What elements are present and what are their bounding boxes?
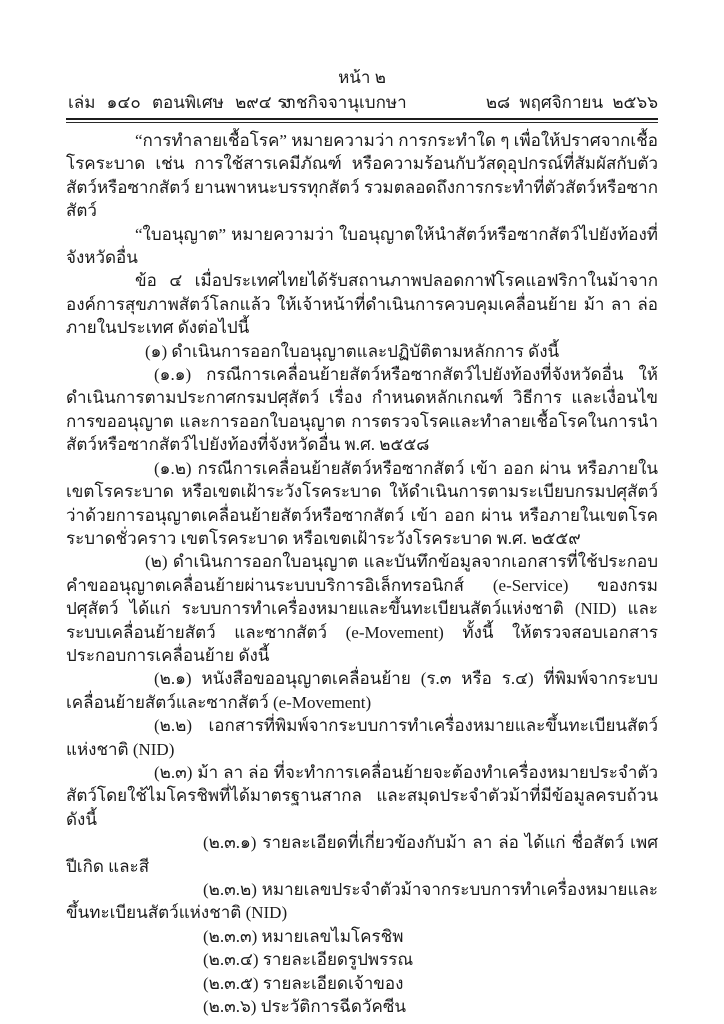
paragraph: (๒.๓.๑) รายละเอียดที่เกี่ยวข้องกับม้า ลา ล่อ ได้แก่ ชื่อสัตว์ เพศ ปีเกิด และสี [66,833,658,876]
paragraph: (๒.๓.๔) รายละเอียดรูปพรรณ [203,950,414,970]
gazette-title: ราชกิจจานุเบกษา [277,93,407,112]
paragraph: (๑.๒) กรณีการเคลื่อนย้ายสัตว์หรือซากสัตว์ เข้า ออก ผ่าน หรือภายในเขตโรคระบาด หรือเขตเฝ้าระวังโรคระบาด ให้ดำเนินการตามระเบียบกรมปศุสัตว์ว่าด้วยการอนุญาตเคลื่อนย้ายสัตว์หรือซากสัตว์ เข้า ออก ผ่าน หรือภายในเขตโรคระบาดชั่วคราว เขตโรคระบาด หรือเขตเฝ้าระวังโรคระบาด พ.ศ. ๒๕๕๙ [66,458,658,548]
paragraph: (๒) ดำเนินการออกใบอนุญาต และบันทึกข้อมูลจากเอกสารที่ใช้ประกอบคำขออนุญาตเคลื่อนย้ายผ่านระบบบริการอิเล็กทรอนิกส์ (e-Service) ของกรมปศุสัตว์ ได้แก่ ระบบการทำเครื่องหมายและขึ้นทะเบียนสัตว์แห่งชาติ (NID) และระบบเคลื่อนย้ายสัตว์ และซากสัตว์ (e-Movement) ทั้งนี้ ให้ตรวจสอบเอกสารประกอบการเคลื่อนย้าย ดังนี้ [66,552,658,665]
paragraph: (๑) ดำเนินการออกใบอนุญาตและปฏิบัติตามหลักการ ดังนี้ [145,341,560,361]
paragraph: (๒.๓) ม้า ลา ล่อ ที่จะทำการเคลื่อนย้ายจะต้องทำเครื่องหมายประจำตัวสัตว์โดยใช้ไมโครชิพที่ได้มาตรฐานสากล และสมุดประจำตัวม้าที่มีข้อมูลครบถ้วน ดังนี้ [66,762,658,829]
paragraph: (๒.๓.๓) หมายเลขไมโครชิพ [203,926,404,946]
page-number-label: หน้า ๒ [338,68,386,87]
gazette-header [66,66,658,123]
paragraph: (๒.๑) หนังสือขออนุญาตเคลื่อนย้าย (ร.๓ หรือ ร.๔) ที่พิมพ์จากระบบเคลื่อนย้ายสัตว์และซากสัตว์ (e-Movement) [66,669,658,712]
masthead-row [66,91,658,114]
document-body [66,129,658,1018]
paragraph: (๒.๓.๒) หมายเลขประจำตัวม้าจากระบบการทำเครื่องหมายและขึ้นทะเบียนสัตว์แห่งชาติ (NID) [66,880,658,923]
paragraph: (๑.๑) กรณีการเคลื่อนย้ายสัตว์หรือซากสัตว์ไปยังท้องที่จังหวัดอื่น ให้ดำเนินการตามประกาศกรมปศุสัตว์ เรื่อง กำหนดหลักเกณฑ์ วิธีการ และเงื่อนไขการขออนุญาต และการออกใบอนุญาต การตรวจโรคและทำลายเชื้อโรคในการนำสัตว์หรือซากสัตว์ไปยังท้องที่จังหวัดอื่น พ.ศ. ๒๕๕๘ [66,365,658,455]
paragraph: (๒.๒) เอกสารที่พิมพ์จากระบบการทำเครื่องหมายและขึ้นทะเบียนสัตว์แห่งชาติ (NID) [66,716,658,759]
header-divider-rule [66,118,658,123]
paragraph: ข้อ ๔ เมื่อประเทศไทยได้รับสถานภาพปลอดกาฬโรคแอฟริกาในม้าจากองค์การสุขภาพสัตว์โลกแล้ว ให้เจ้าหน้าที่ดำเนินการควบคุมเคลื่อนย้าย ม้า ลา ล่อ ภายในประเทศ ดังต่อไปนี้ [66,271,658,338]
paragraph: (๒.๓.๕) รายละเอียดเจ้าของ [203,973,404,993]
paragraph: “การทำลายเชื้อโรค” หมายความว่า การกระทำใด ๆ เพื่อให้ปราศจากเชื้อโรคระบาด เช่น การใช้สารเคมีภัณฑ์ หรือความร้อนกับวัสดุอุปกรณ์ที่สัมผัสกับตัวสัตว์หรือซากสัตว์ ยานพาหนะบรรทุกสัตว์ รวมตลอดถึงการกระทำที่ตัวสัตว์หรือซากสัตว์ [66,131,658,221]
paragraph: “ใบอนุญาต” หมายความว่า ใบอนุญาตให้นำสัตว์หรือซากสัตว์ไปยังท้องที่จังหวัดอื่น [66,224,658,268]
volume-issue-label: เล่ม ๑๔๐ ตอนพิเศษ ๒๙๔ ง [68,93,292,112]
paragraph: (๒.๓.๖) ประวัติการฉีดวัคซีน [203,997,406,1017]
publication-date: ๒๘ พฤศจิกายน ๒๕๖๖ [485,93,658,112]
